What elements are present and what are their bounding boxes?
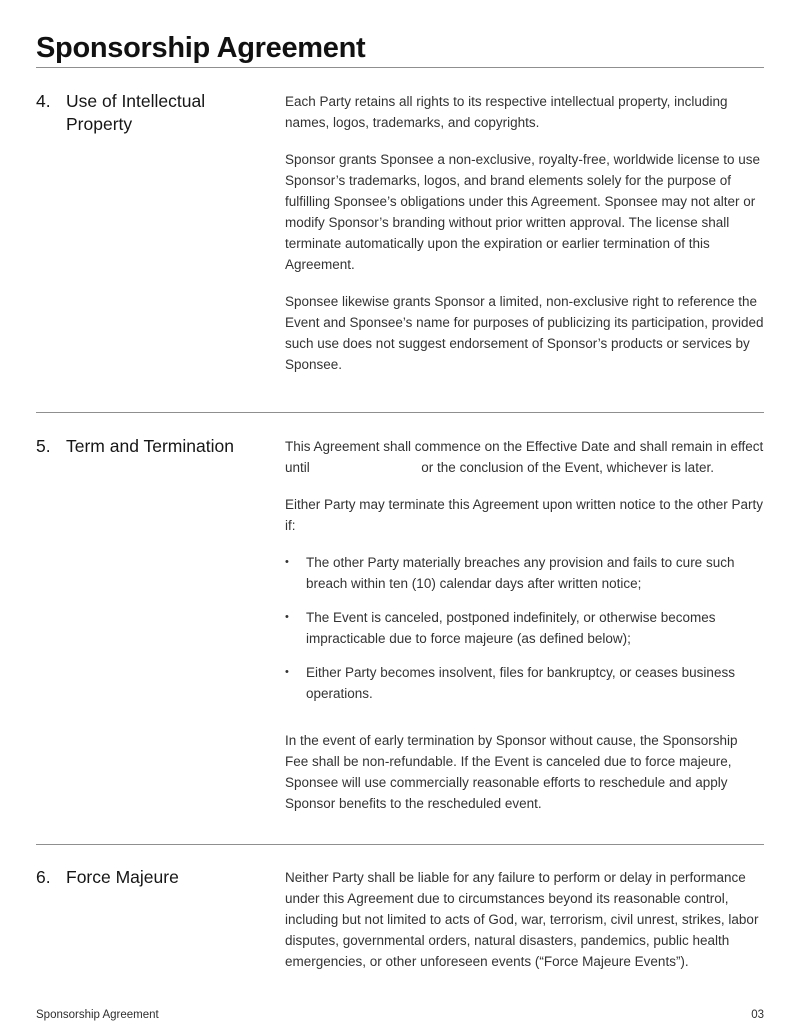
paragraph-with-blank <box>285 436 764 478</box>
paragraph: Neither Party shall be liable for any failure to perform or delay in performance under this Agreement due to circumstances beyond its reasonable control, including but not limited to acts of God, war, terrorism, civil unrest, strikes, labor disputes, governmental orders, natural disasters, pandemics, public health emergencies, or other unforeseen events (“Force Majeure Events”). <box>285 870 759 969</box>
bullet-icon: • <box>285 666 289 678</box>
list-item <box>285 552 764 594</box>
paragraph: Sponsee likewise grants Sponsor a limited, non-exclusive right to reference the Event and Sponsee’s name for purposes of publicizing its participation, provided such use does not suggest endorsement of Sponsor’s products or services by Sponsee. <box>285 294 764 372</box>
section-body <box>285 435 764 814</box>
paragraph: Each Party retains all rights to its respective intellectual property, including names, logos, trademarks, and copyrights. <box>285 94 728 130</box>
section-heading: Term and Termination <box>66 436 234 456</box>
paragraph: In the event of early termination by Sponsor without cause, the Sponsorship Fee shall be non-refundable. If the Event is canceled due to force majeure, Sponsee will use commercially reasonable efforts to reschedule and apply Sponsor benefits to the rescheduled event. <box>285 733 738 811</box>
section <box>36 845 764 972</box>
fill-in-blank[interactable] <box>314 471 418 472</box>
footer-document-title: Sponsorship Agreement <box>36 1009 159 1021</box>
paragraph: Sponsor grants Sponsee a non-exclusive, royalty-free, worldwide license to use Sponsor’s trademarks, logos, and brand elements solely for the purpose of fulfilling Sponsee’s obligations under this Agreement. Sponsee may not alter or modify Sponsor’s branding without prior written approval. The license shall terminate automatically upon the expiration or earlier termination of this Agreement. <box>285 152 760 272</box>
page-title: Sponsorship Agreement <box>36 32 366 64</box>
section <box>36 413 764 844</box>
bullet-list <box>285 552 764 704</box>
list-item <box>285 607 764 649</box>
list-item-text: Either Party becomes insolvent, files for bankruptcy, or ceases business operations. <box>306 665 735 701</box>
text-before-blank: This Agreement shall commence on the Effective Date and shall remain in effect until <box>285 439 764 475</box>
bullet-icon: • <box>285 556 289 568</box>
section-body <box>285 866 764 972</box>
sections <box>36 67 764 972</box>
section-number: 5. <box>36 436 51 456</box>
section-header <box>36 435 285 458</box>
section-number: 4. <box>36 91 51 111</box>
section <box>36 68 764 412</box>
list-item <box>285 662 764 704</box>
paragraph: Either Party may terminate this Agreement upon written notice to the other Party if: <box>285 497 763 533</box>
section-heading: Force Majeure <box>66 867 179 887</box>
bullet-icon: • <box>285 611 289 623</box>
page-footer <box>36 1008 764 1022</box>
footer-page-number: 03 <box>751 1009 764 1021</box>
list-item-text: The Event is canceled, postponed indefinitely, or otherwise becomes impracticable due to force majeure (as defined below); <box>306 610 716 646</box>
list-item-text: The other Party materially breaches any provision and fails to cure such breach within ten (10) calendar days after written notice; <box>306 555 735 591</box>
section-header <box>36 90 285 136</box>
section-header <box>36 866 285 889</box>
text-after-blank: or the conclusion of the Event, whichever is later. <box>421 460 714 475</box>
section-heading: Use of Intellectual Property <box>66 91 206 134</box>
section-body <box>285 90 764 375</box>
section-number: 6. <box>36 867 51 887</box>
